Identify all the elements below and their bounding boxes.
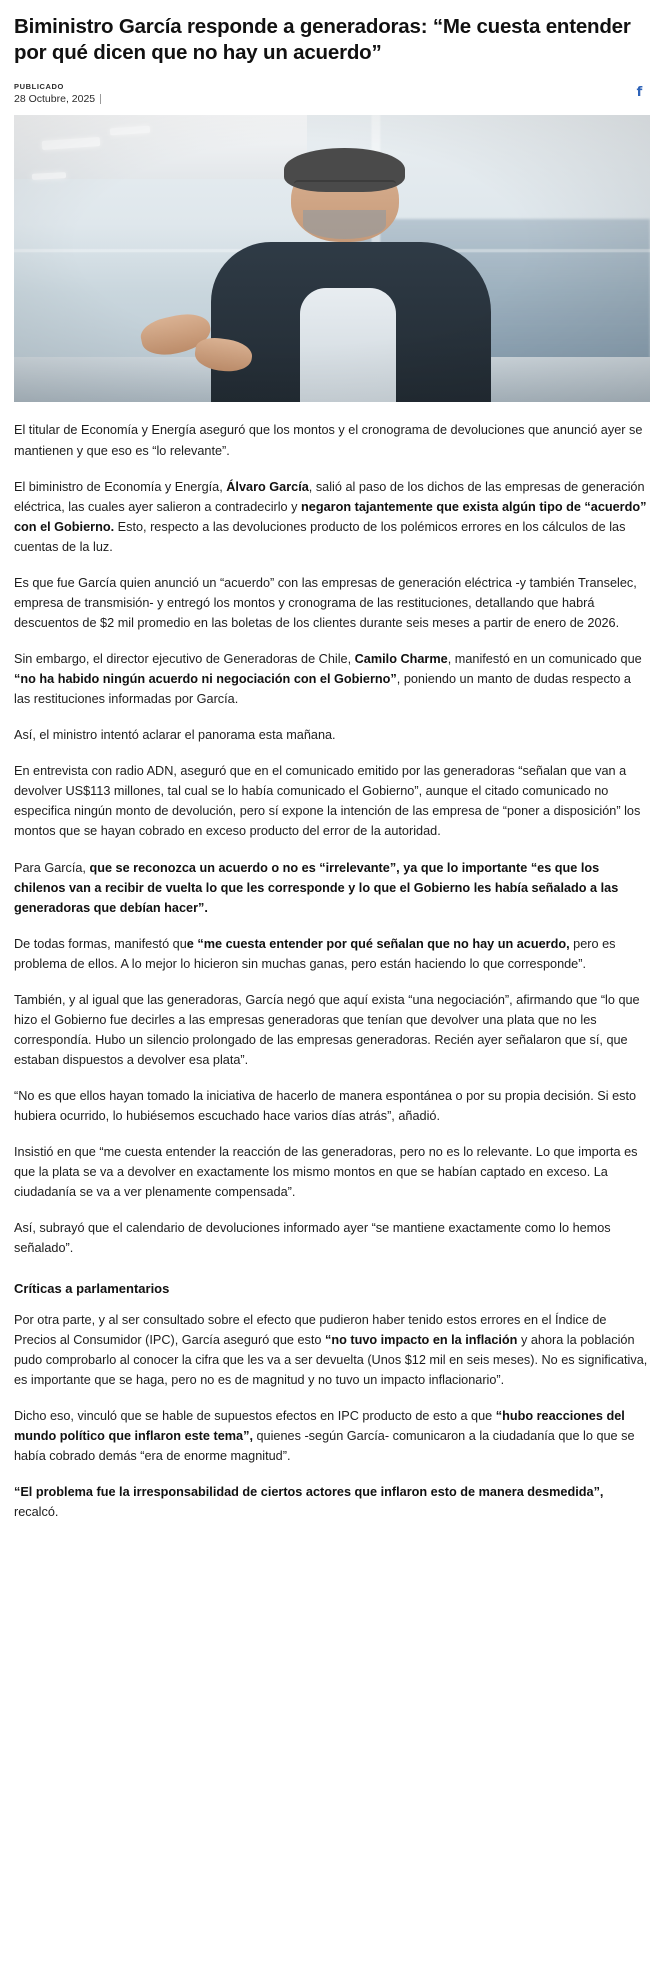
paragraph-text: pero es problema de ellos. A lo mejor lo hicieron sin muchas ganas, pero están haciendo lo que corresponde”. [14,936,616,971]
paragraph-text: , manifestó en un comunicado que [447,652,642,667]
article-meta [14,82,101,105]
paragraph-text: , salió al paso de los dichos de las empresas de generación eléctrica, las cuales ayer salieron a contradecirlo y [14,479,645,514]
article-meta-row [14,82,650,105]
paragraph-text: Dicho eso, vinculó que se hable de supuestos efectos en IPC producto de esto a que [14,1408,496,1423]
paragraph-emphasis: que se reconozca un acuerdo o no es “irrelevante”, ya que lo importante “es que los chilenos van a recibir de vuelta lo que les corresponde y lo que el Gobierno les había señalado a las generadoras que debían hacer”. [14,860,619,915]
article-paragraph [14,1482,650,1522]
published-label: PUBLICADO [14,82,64,92]
paragraph-text: Por otra parte, y al ser consultado sobre el efecto que pudieron haber tenido estos errores en el Índice de Precios al Consumidor (IPC), García aseguró que esto [14,1312,607,1347]
paragraph-text: y ahora la población pudo comprobarlo al conocer la cifra que les va a ser devuelta (Unos $12 mil en seis meses). No es significativa, es importante que se haga, pero no es de magnitud y no tuvo un impacto inflacionario”. [14,1332,648,1387]
facebook-icon[interactable]: f [636,85,643,101]
article-body-before-heading [14,477,650,1259]
paragraph-text: , poniendo un manto de dudas respecto a las restituciones informadas por García. [14,672,631,707]
article-paragraph [14,1142,650,1202]
article-paragraph [14,1086,650,1126]
paragraph-text: En entrevista con radio ADN, aseguró que en el comunicado emitido por las generadoras “señalan que van a devolver US$113 millones, tal cual se lo había comunicado el Gobierno”, aunque el citado comunicado no especifica ningún monto de devolución, pero sí expone la intención de las empresa de “poner a disposición” los montos que se hayan cobrado en exceso producto del error de la autoridad. [14,764,641,839]
paragraph-text: “No es que ellos hayan tomado la iniciativa de hacerlo de manera espontánea o por su propia decisión. Si esto hubiera ocurrido, lo hubiésemos escuchado hace varios días atrás”, añadió. [14,1089,637,1124]
share-bar [633,82,646,99]
article-paragraph [14,858,650,918]
article-paragraph [14,573,650,633]
article-paragraph [14,1218,650,1258]
paragraph-text: Esto, respecto a las devoluciones producto de los polémicos errores en los cálculos de las cuentas de la luz. [14,519,626,554]
article-paragraph [14,649,650,709]
paragraph-emphasis: e “me cuesta entender por qué señalan que no hay un acuerdo, [186,936,570,951]
paragraph-emphasis: “hubo reacciones del mundo político que inflaron este tema”, [14,1408,625,1443]
section-heading: Críticas a parlamentarios [14,1280,170,1296]
paragraph-text: Para García, [14,860,90,875]
article-paragraph [14,1406,650,1466]
published-date-line [14,93,101,105]
paragraph-text: Insistió en que “me cuesta entender la reacción de las generadoras, pero no es lo relevante. Lo que importa es que la plata se va a devolver en exactamente los mismo montos en que se habían captado en exceso. La ciudadanía se va a ver plenamente compensada”. [14,1145,638,1200]
paragraph-emphasis: “no ha habido ningún acuerdo ni negociación con el Gobierno” [14,672,397,687]
paragraph-emphasis: “no tuvo impacto en la inflación [324,1332,518,1347]
paragraph-text: Así, subrayó que el calendario de devoluciones informado ayer “se mantiene exactamente como lo hemos señalado”. [14,1221,611,1256]
article-paragraph [14,761,650,841]
paragraph-text: También, y al igual que las generadoras, García negó que aquí exista “una negociación”, afirmando que “lo que hizo el Gobierno fue decirles a las empresas generadoras que tenían que devolver una plata que no les correspondía. Hubo un silencio prolongado de las empresas generadoras. Recién ayer señalaron que sí, que estaban dispuestos a devolver esa plata”. [14,992,640,1068]
paragraph-text: Es que fue García quien anunció un “acuerdo” con las empresas de generación eléctrica -y también Transelec, empresa de transmisión- y entregó los montos y cronograma de las restituciones, detallando que habrá descuentos de $2 mil promedio en las boletas de los clientes durante seis meses a partir de enero de 2026. [14,575,637,630]
paragraph-text: El biministro de Economía y Energía, [14,479,227,494]
article-paragraph [14,477,650,557]
article-lead: El titular de Economía y Energía aseguró que los montos y el cronograma de devoluciones que anunció ayer se mantienen y que eso es “lo relevante”. [14,423,643,458]
paragraph-emphasis: “El problema fue la irresponsabilidad de ciertos actores que inflaron esto de manera desmedida”, [14,1484,604,1499]
article-paragraph [14,990,650,1070]
hero-image [14,115,650,402]
article-paragraph [14,934,650,974]
paragraph-text: Así, el ministro intentó aclarar el panorama esta mañana. [14,728,336,743]
article-body-after-heading [14,1310,650,1523]
paragraph-text: recalcó. [14,1505,59,1520]
page-title: Biministro García responde a generadoras: “Me cuesta entender por qué dicen que no hay un acuerdo” [14,15,631,65]
hero-vignette [14,115,650,402]
paragraph-text: Sin embargo, el director ejecutivo de Generadoras de Chile, [14,652,355,667]
meta-divider [100,94,101,104]
paragraph-emphasis: Álvaro García [226,479,309,494]
paragraph-emphasis: negaron tajantemente que exista algún tipo de “acuerdo” con el Gobierno. [14,499,647,534]
article-paragraph [14,1310,650,1390]
published-date: 28 Octubre, 2025 [14,93,96,106]
article-paragraph [14,725,650,745]
paragraph-text: De todas formas, manifestó qu [14,936,187,951]
paragraph-text: quienes -según García- comunicaron a la ciudadanía que lo que se había cobrado demás “era de enorme magnitud”. [14,1428,635,1463]
paragraph-emphasis: Camilo Charme [354,652,448,667]
